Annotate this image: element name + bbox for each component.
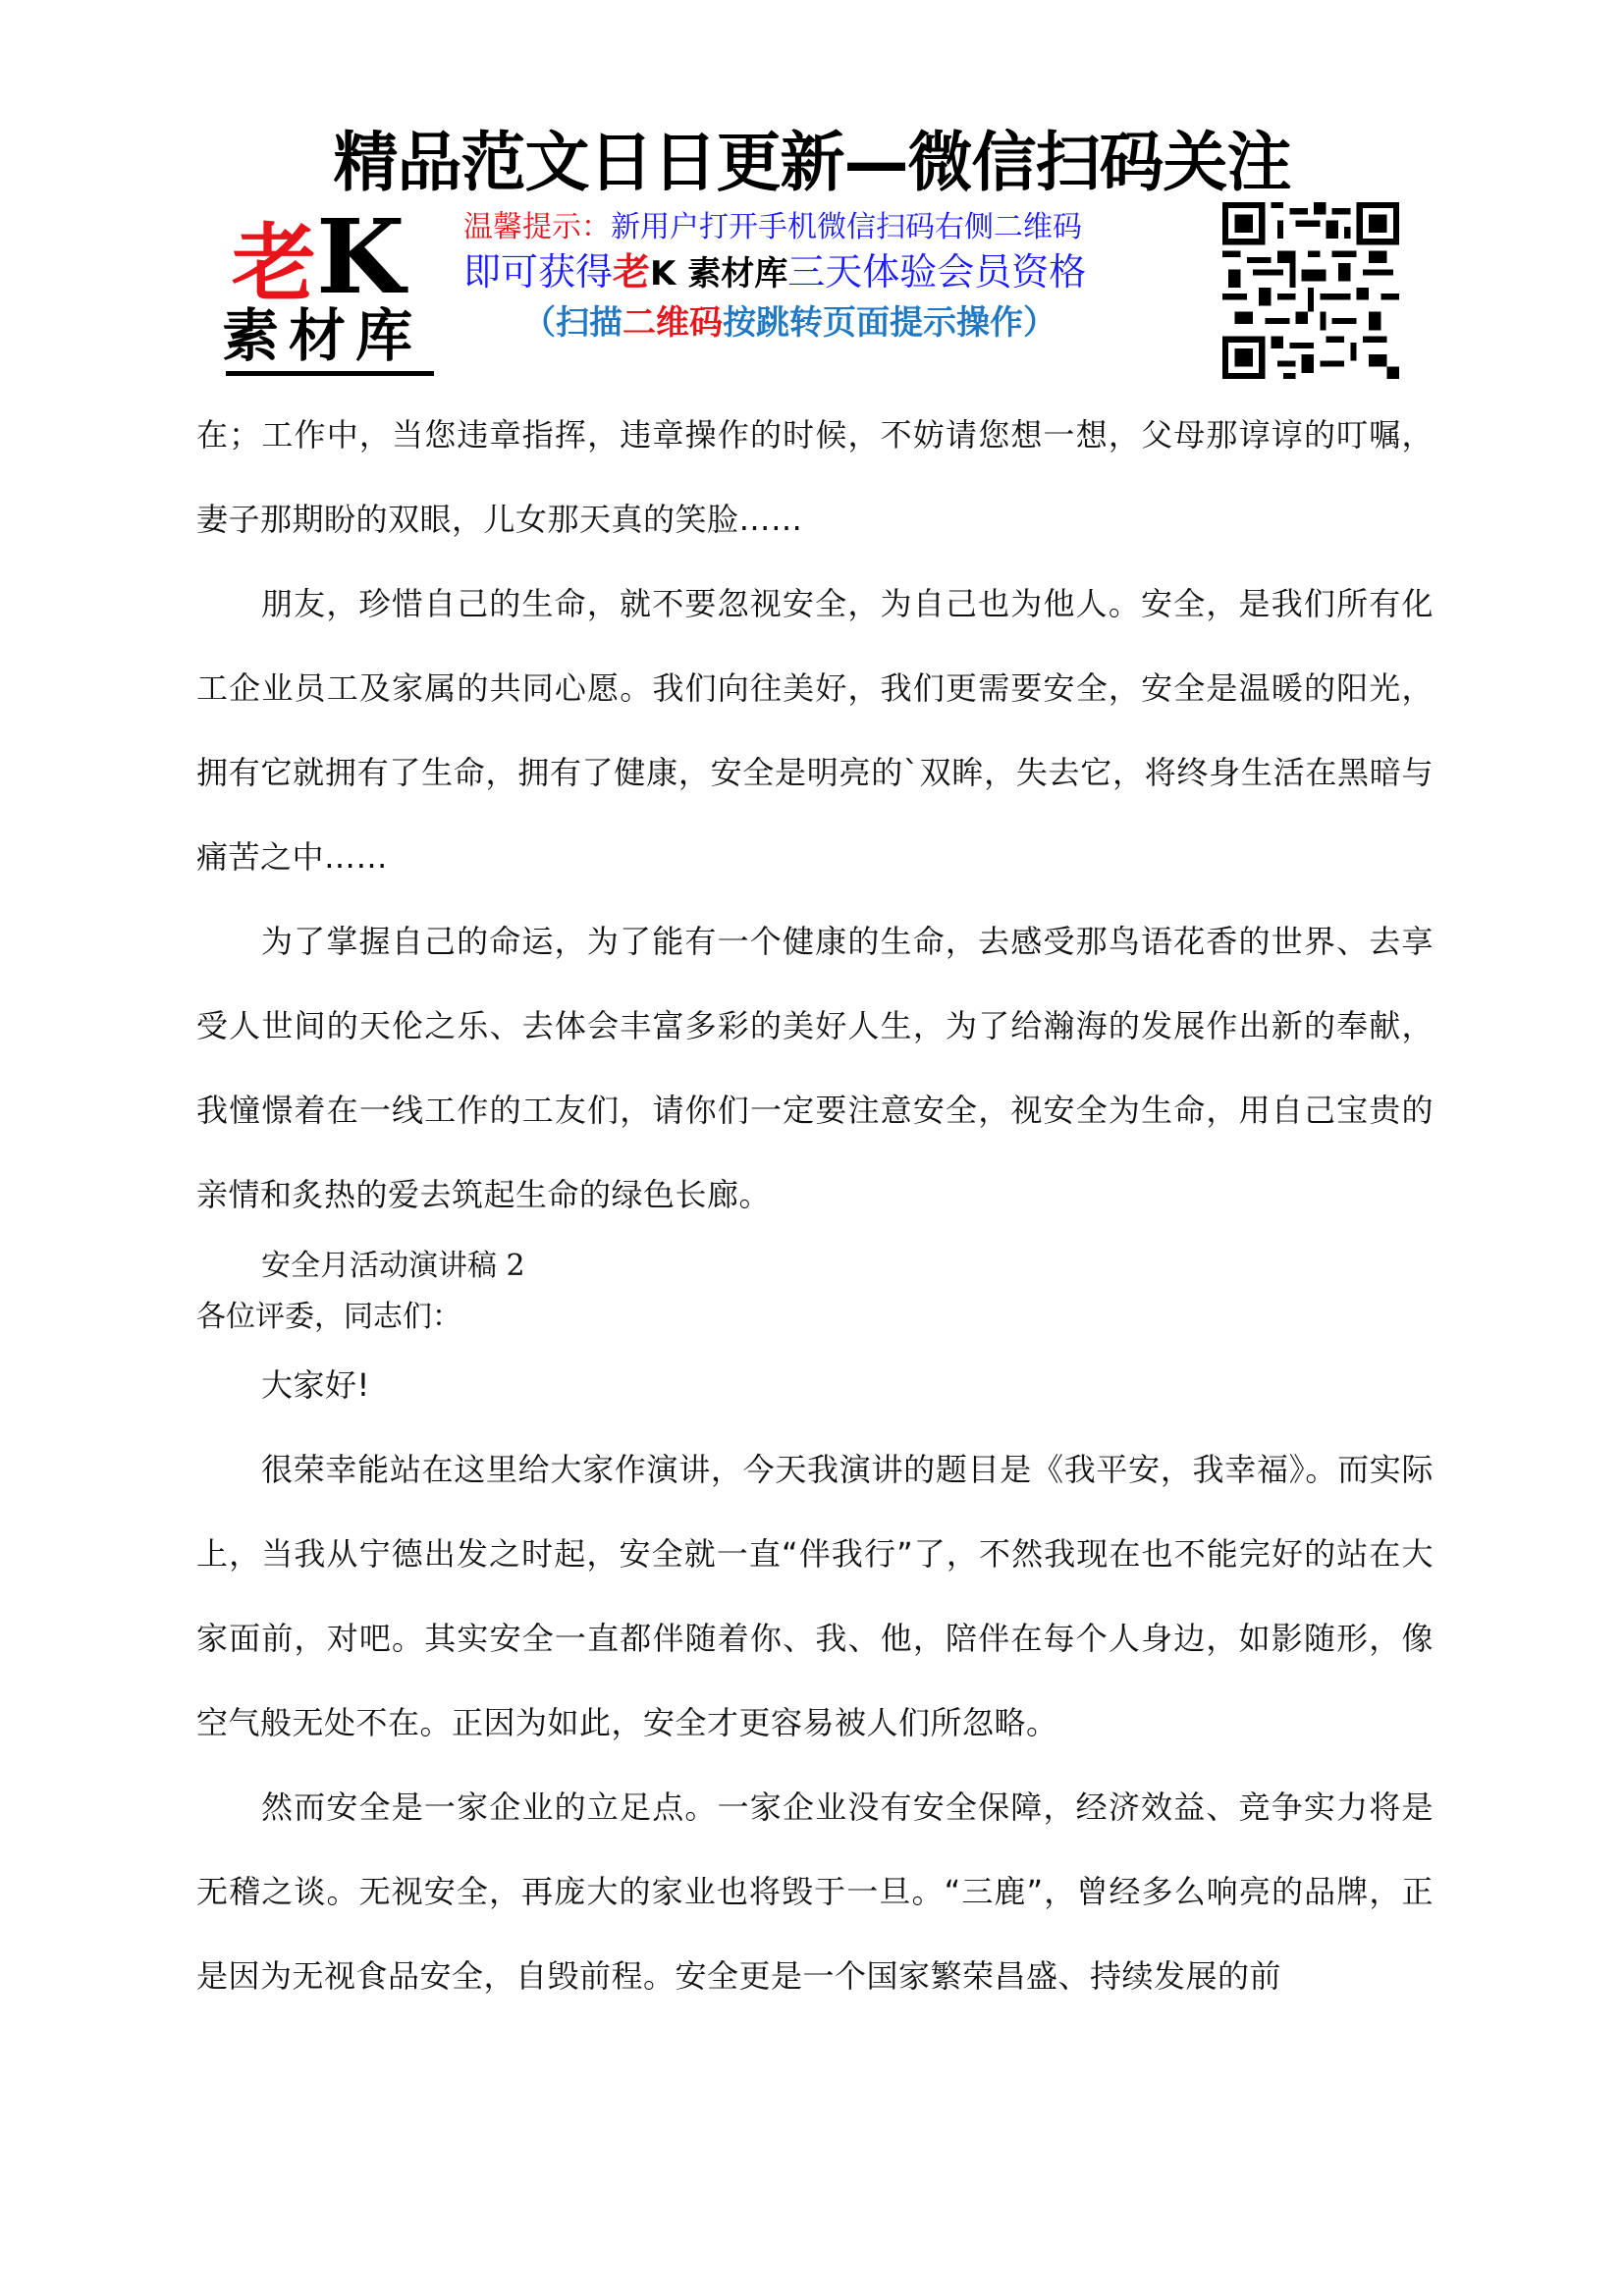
promo-trial: 三天体验会员资格 (787, 250, 1087, 294)
promo-scan: （扫描 (522, 303, 623, 343)
promo-line2 (463, 247, 1190, 298)
paragraph: 为了掌握自己的命运，为了能有一个健康的生命，去感受那鸟语花香的世界、去享受人世间的天伦之乐、去体会丰富多彩的美好人生，为了给瀚海的发展作出新的奉献，我憧憬着在一线工作的工友们，请你们一定要注意安全，视安全为生命，用自己宝贵的亲情和炙热的爱去筑起生命的绿色长廊。 (196, 923, 1434, 1213)
promo-brand-rest: K 素材库 (650, 254, 788, 294)
promo-instruction: 按跳转页面提示操作） (723, 303, 1056, 343)
qr-code-icon[interactable] (1222, 202, 1399, 379)
promo-line3 (463, 298, 1190, 347)
promo-line1 (463, 208, 1190, 247)
logo-lao: 老 (232, 215, 316, 313)
promo-get: 即可获得 (463, 250, 614, 294)
logo-bottom: 素材库 (222, 302, 423, 369)
salutation: 各位评委，同志们： (196, 1300, 461, 1334)
promo-block (463, 208, 1190, 347)
logo-k: K (316, 196, 406, 317)
paragraph: 在；工作中，当您违章指挥，违章操作的时候，不妨请您想一想，父母那谆谆的叮嘱，妻子那期盼的双眼，儿女那天真的笑脸…… (196, 416, 1434, 538)
promo-tip-label: 温馨提示： (463, 210, 611, 244)
promo-qr-word: 二维码 (623, 303, 723, 343)
paragraph: 朋友，珍惜自己的生命，就不要忽视安全，为自己也为他人。安全，是我们所有化工企业员工及家属的共同心愿。我们向往美好，我们更需要安全，安全是温暖的阳光，拥有它就拥有了生命，拥有了健康，安全是明亮的`双眸，失去它，将终身生活在黑暗与痛苦之中…… (196, 585, 1434, 876)
greeting: 大家好! (261, 1366, 370, 1404)
paragraph: 然而安全是一家企业的立足点。一家企业没有安全保障，经济效益、竞争实力将是无稽之谈。无视安全，再庞大的家业也将毁于一旦。“三鹿”，曾经多么响亮的品牌，正是因为无视食品安全，自毁前程。安全更是一个国家繁荣昌盛、持续发展的前 (196, 1789, 1434, 1995)
promo-brand-lao: 老 (613, 250, 651, 294)
paragraph: 很荣幸能站在这里给大家作演讲，今天我演讲的题目是《我平安，我幸福》。而实际上，当我从宁德出发之时起，安全就一直“伴我行”了，不然我现在也不能完好的站在大家面前，对吧。其实安全一直都伴随着你、我、他，陪伴在每个人身边，如影随形，像空气般无处不在。正因为如此，安全才更容易被人们所忽略。 (196, 1451, 1434, 1741)
logo-underline (226, 371, 434, 376)
logo (222, 196, 440, 375)
banner-title: 精品范文日日更新—微信扫码关注 (333, 125, 1291, 200)
document-body (196, 393, 1434, 2018)
logo-top (232, 196, 406, 317)
section-title: 安全月活动演讲稿 2 (261, 1249, 525, 1283)
promo-tip-text: 新用户打开手机微信扫码右侧二维码 (611, 210, 1082, 244)
